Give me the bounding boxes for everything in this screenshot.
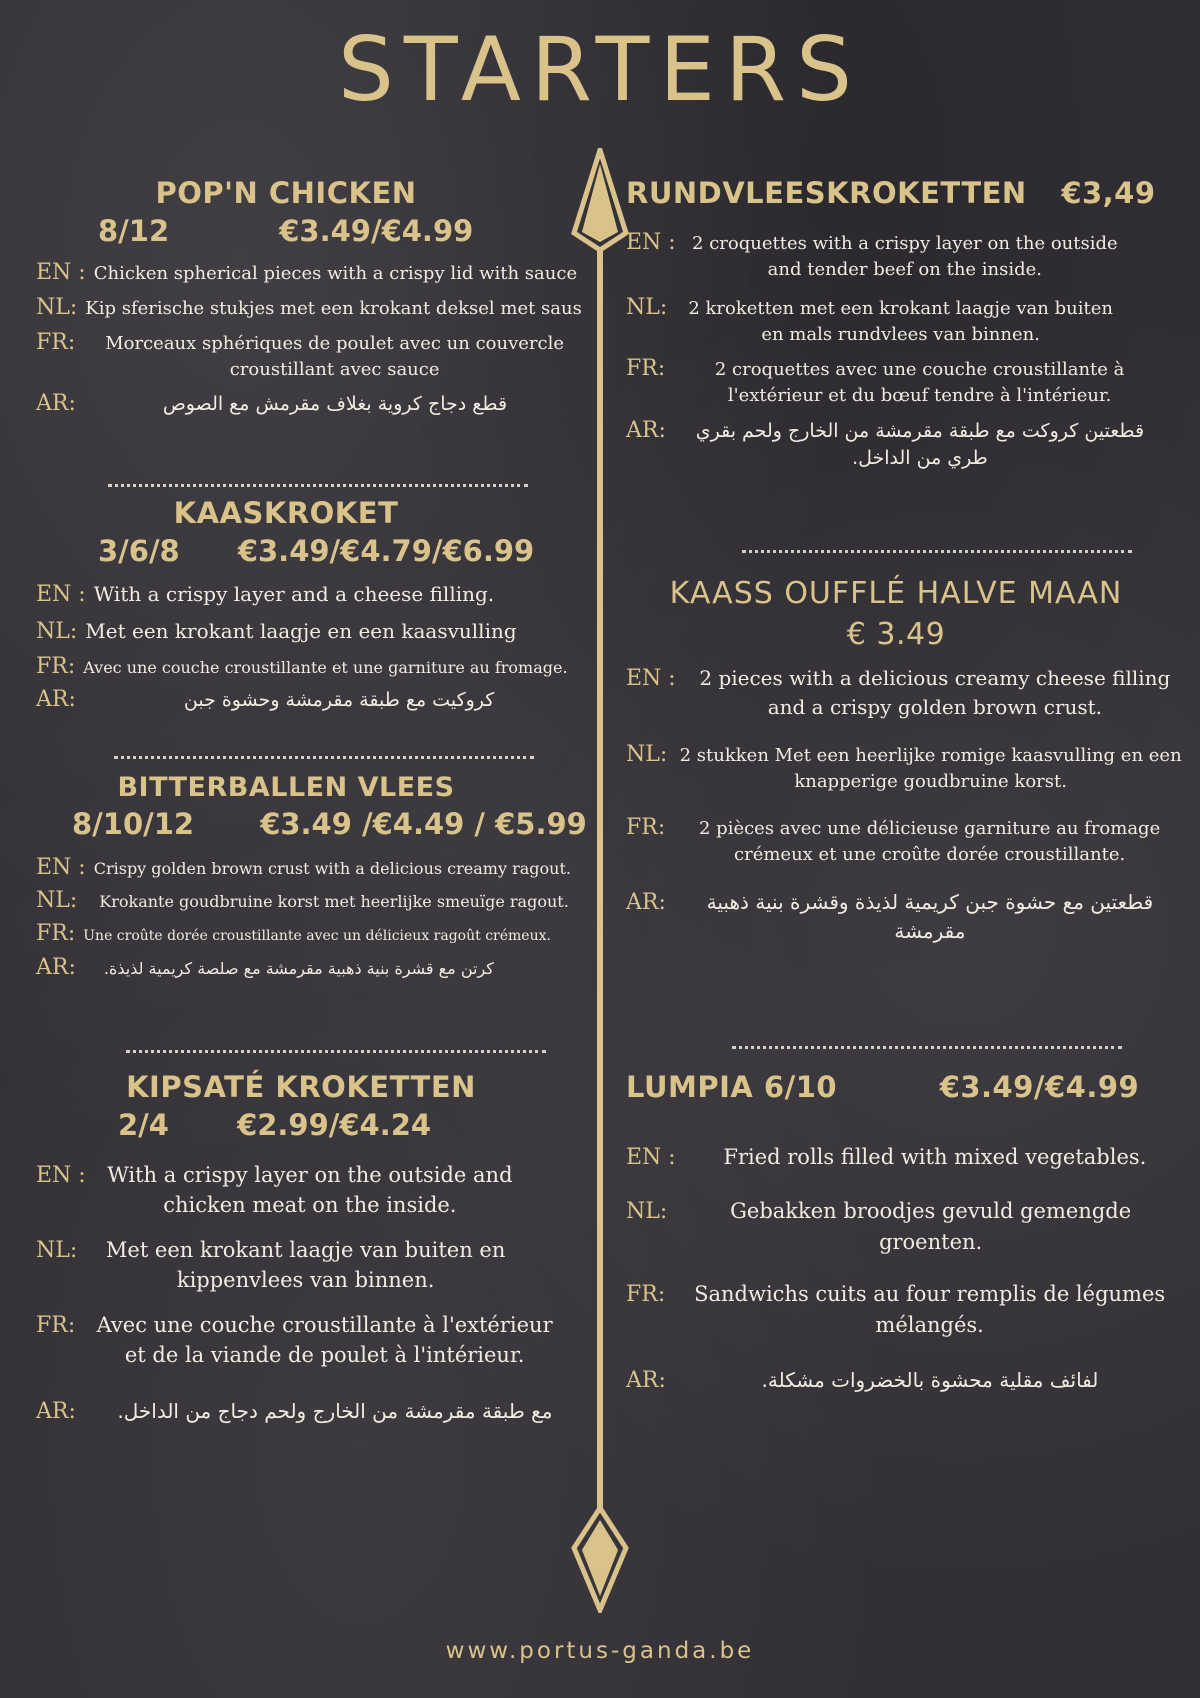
item-name: RUNDVLEESKROKETTEN	[626, 176, 1027, 210]
desc-ar: قطعتين مع حشوة جبن كريمية لذيذة وقشرة بنية ذهبية مقرمشة	[706, 890, 1154, 944]
item-sizes: 8/12	[98, 214, 170, 248]
lang-label-en: EN :	[626, 1145, 676, 1170]
lang-label-en: EN :	[36, 855, 86, 880]
website-footer: www.portus-ganda.be	[445, 1638, 755, 1664]
lang-label-nl: NL:	[626, 742, 668, 767]
lang-label-nl: NL:	[626, 1199, 668, 1225]
item-price-row	[36, 1108, 586, 1142]
lang-label-en: EN :	[626, 666, 676, 691]
desc-ar: لفائف مقلية محشوة بالخضروات مشكلة.	[761, 1368, 1099, 1393]
menu-item-kipsate	[36, 1070, 586, 1426]
item-name-row	[626, 176, 1186, 210]
desc-ar: كروكيت مع طبقة مقرمشة وحشوة جبن	[183, 689, 495, 712]
item-name: KAASKROKET	[173, 496, 399, 530]
lang-label-ar: AR:	[36, 687, 76, 713]
lang-label-fr: FR:	[36, 330, 76, 356]
desc-nl: Gebakken broodjes gevuld gemengde groenten.	[730, 1199, 1132, 1254]
item-name: POP'N CHICKEN	[155, 176, 417, 210]
desc-en: 2 croquettes with a crispy layer on the outside and tender beef on the inside.	[692, 233, 1118, 281]
desc-nl: Krokante goudbruine korst met heerlijke smeuïge ragout.	[99, 892, 569, 912]
desc-fr: Avec une couche croustillante et une garniture au fromage.	[83, 658, 568, 677]
item-price: € 3.49	[846, 617, 946, 652]
menu-item-popn-chicken	[36, 176, 586, 419]
menu-item-rundvleeskroketten	[626, 176, 1186, 473]
item-name: KAASS OUFFLÉ HALVE MAAN	[669, 576, 1123, 611]
desc-en: With a crispy layer and a cheese filling.	[93, 582, 495, 606]
desc-nl: Met een krokant laagje van buiten en kippenvlees van binnen.	[105, 1237, 506, 1293]
menu-item-lumpia	[626, 1070, 1186, 1395]
item-price: €2.99/€4.24	[237, 1108, 432, 1142]
item-name: BITTERBALLEN VLEES	[117, 772, 455, 803]
lang-label-fr: FR:	[626, 1282, 666, 1308]
page-title: STARTERS	[337, 18, 863, 121]
lang-label-nl: NL:	[36, 888, 78, 914]
lang-label-fr: FR:	[36, 654, 76, 679]
desc-fr: Une croûte dorée croustillante avec un délicieux ragoût crémeux.	[83, 928, 551, 945]
desc-fr: Avec une couche croustillante à l'extérieur et de la viande de poulet à l'intérieur.	[96, 1312, 553, 1368]
desc-ar: مع طبقة مقرمشة من الخارج ولحم دجاج من الداخل.	[117, 1398, 553, 1423]
lang-label-nl: NL:	[36, 1237, 78, 1263]
lang-label-ar: AR:	[626, 1368, 666, 1394]
lang-label-en: EN :	[36, 260, 86, 285]
lang-label-fr: FR:	[626, 815, 666, 841]
desc-nl: Kip sferische stukjes met een krokant deksel met saus	[85, 298, 582, 320]
desc-fr: Morceaux sphériques de poulet avec un couvercle croustillant avec sauce	[105, 333, 565, 381]
item-name: LUMPIA 6/10	[626, 1070, 838, 1104]
item-sizes: 2/4	[118, 1108, 169, 1142]
lang-label-fr: FR:	[36, 1312, 76, 1338]
lang-label-fr: FR:	[36, 921, 76, 947]
lang-label-ar: AR:	[36, 1398, 76, 1424]
item-name: KIPSATÉ KROKETTEN	[126, 1070, 476, 1104]
desc-fr: 2 pièces avec une délicieuse garniture au fromage crémeux et une croûte dorée croustillante.	[699, 818, 1161, 866]
menu-item-kaassouffle	[626, 576, 1186, 946]
desc-ar: قطعتين كروكت مع طبقة مقرمشة من الخارج ولحم بقري طري من الداخل.	[695, 419, 1145, 470]
dotted-separator	[732, 1046, 1122, 1049]
lang-label-ar: AR:	[36, 391, 76, 417]
menu-item-bitterballen	[36, 772, 586, 980]
lang-label-en: EN :	[36, 1163, 86, 1188]
lang-label-en: EN :	[626, 230, 676, 255]
desc-fr: 2 croquettes avec une couche croustillante à l'extérieur et du bœuf tendre à l'intérieur.	[714, 359, 1125, 407]
dotted-separator	[742, 550, 1132, 553]
item-price: €3.49/€4.99	[279, 214, 474, 248]
desc-fr: Sandwichs cuits au four remplis de légumes mélangés.	[694, 1282, 1166, 1337]
menu-item-kaaskroket	[36, 496, 586, 715]
item-sizes: 3/6/8	[98, 534, 180, 568]
desc-en: 2 pieces with a delicious creamy cheese filling and a crispy golden brown crust.	[699, 666, 1171, 719]
item-price-row	[36, 214, 586, 248]
lang-label-ar: AR:	[626, 417, 666, 443]
lang-label-ar: AR:	[626, 890, 666, 916]
lang-label-ar: AR:	[36, 954, 76, 980]
desc-nl: 2 stukken Met een heerlijke romige kaasvulling en een knapperige goudbruine korst.	[679, 745, 1182, 793]
item-price-row	[36, 807, 586, 841]
desc-en: With a crispy layer on the outside and chicken meat on the inside.	[107, 1163, 513, 1218]
item-price: €3.49/€4.99	[939, 1070, 1140, 1104]
desc-ar: قطع دجاج كروية بغلاف مقرمش مع الصوص	[162, 393, 508, 416]
item-price: €3,49	[1061, 176, 1156, 210]
lang-label-fr: FR:	[626, 356, 666, 382]
dotted-separator	[126, 1050, 546, 1053]
lang-label-nl: NL:	[626, 295, 668, 321]
item-price-row	[36, 534, 586, 568]
item-price: €3.49 /€4.49 / €5.99	[260, 807, 587, 841]
dotted-separator	[108, 484, 528, 487]
lang-label-en: EN :	[36, 582, 86, 607]
desc-en: Crispy golden brown crust with a delicious creamy ragout.	[93, 859, 571, 878]
item-sizes: 8/10/12	[72, 807, 195, 841]
lang-label-nl: NL:	[36, 619, 78, 644]
lang-label-nl: NL:	[36, 295, 78, 321]
item-name-row	[626, 1070, 1186, 1104]
desc-nl: 2 kroketten met een krokant laagje van buiten en mals rundvlees van binnen.	[688, 298, 1113, 346]
desc-en: Fried rolls filled with mixed vegetables.	[723, 1145, 1147, 1169]
desc-en: Chicken spherical pieces with a crispy lid with sauce	[93, 263, 578, 284]
desc-ar: كرتن مع قشرة بنية ذهبية مقرمشة مع صلصة كريمية لذيذة.	[103, 958, 494, 978]
dotted-separator	[114, 756, 534, 759]
item-price: €3.49/€4.79/€6.99	[237, 534, 535, 568]
desc-nl: Met een krokant laagje en een kaasvulling	[85, 619, 517, 643]
